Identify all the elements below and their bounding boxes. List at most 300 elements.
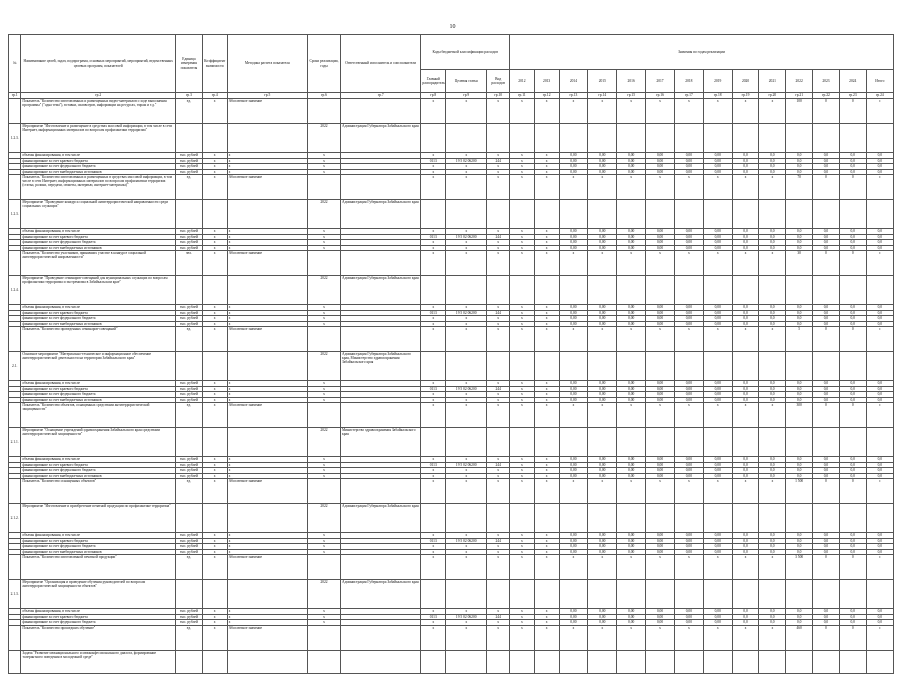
cell-year-value: 0,0 <box>786 305 813 311</box>
cell-no: 2.1.3. <box>9 580 21 609</box>
table-row-event <box>9 200 894 229</box>
cell-method: х <box>227 386 307 392</box>
cell-method <box>227 650 307 673</box>
cell-year-value: х <box>674 625 703 650</box>
cell-year-value <box>674 276 703 305</box>
cell-year-value: 0,00 <box>617 229 646 235</box>
cell-year-value: х <box>559 479 588 504</box>
cell-year-value: 0,00 <box>617 234 646 240</box>
cell-method: х <box>227 609 307 615</box>
cell-unit: тыс. рублей <box>176 462 203 468</box>
cell-year-value: 0,0 <box>839 234 866 240</box>
cell-year-value: 0,00 <box>617 386 646 392</box>
cell-year-value: 0,00 <box>559 614 588 620</box>
cell-year-value: 0,00 <box>646 386 675 392</box>
cell-year-value: 0,0 <box>786 169 813 175</box>
cell-gr <box>421 580 446 609</box>
cell-cs: х <box>446 457 487 463</box>
cell-unit <box>176 276 203 305</box>
cell-unit: тыс. рублей <box>176 229 203 235</box>
cell-total: с <box>866 251 893 276</box>
cell-cs: х <box>446 473 487 479</box>
cell-year-value: х <box>510 327 535 352</box>
cell-year-value: 0,00 <box>617 316 646 322</box>
cell-year-value: 0,00 <box>646 234 675 240</box>
cell-year-value: х <box>617 403 646 428</box>
cell-year-value: 0,00 <box>674 397 703 403</box>
cell-coef <box>202 276 227 305</box>
table-row-indicator <box>9 175 894 200</box>
cell-year-value: х <box>703 403 732 428</box>
cell-vr: 244 <box>487 386 510 392</box>
cell-year-value: 30 <box>786 251 813 276</box>
cell-year-value: 0,00 <box>588 473 617 479</box>
cell-name: Мероприятие "Проведение конкурса социальной антитеррористической направленности среди социальных служащих" <box>21 200 176 229</box>
cell-year-value: 0,00 <box>617 538 646 544</box>
cell-year-value: х <box>534 229 559 235</box>
cell-year-value <box>839 650 866 673</box>
cell-year-value: 0,00 <box>617 609 646 615</box>
cell-year-value: 0,0 <box>813 397 840 403</box>
cell-year-value: 0,0 <box>813 473 840 479</box>
cell-year-value: 0,0 <box>786 538 813 544</box>
cell-year-value: х <box>732 327 759 352</box>
cell-method: х <box>227 533 307 539</box>
cell-coef: х <box>202 533 227 539</box>
cell-method: х <box>227 468 307 474</box>
cell-name: финансирование за счет федерального бюджета <box>21 240 176 246</box>
cell-total: 0,0 <box>866 533 893 539</box>
cell-year-value: 0,0 <box>813 549 840 555</box>
cell-year-value: х <box>674 479 703 504</box>
cell-coef: х <box>202 153 227 159</box>
cell-year-value: х <box>510 397 535 403</box>
cell-year-value: 0,00 <box>588 614 617 620</box>
cell-no <box>9 99 21 124</box>
cell-vr <box>487 124 510 153</box>
cell-year-value: х <box>646 555 675 580</box>
cell-unit <box>176 504 203 533</box>
cell-no: 2.1.2. <box>9 504 21 533</box>
cell-year-value: 0 <box>839 403 866 428</box>
cell-coef: х <box>202 175 227 200</box>
cell-method: х <box>227 457 307 463</box>
cell-unit: ед. <box>176 403 203 428</box>
cell-year-value: х <box>534 479 559 504</box>
cell-year-value: 0,0 <box>732 462 759 468</box>
cell-total: 0,0 <box>866 158 893 164</box>
header-vr: Вид расходов <box>487 70 510 93</box>
cell-year-value: 0,0 <box>839 533 866 539</box>
cell-vr <box>487 580 510 609</box>
cell-year-value: 0,00 <box>703 549 732 555</box>
cell-year-value <box>559 352 588 381</box>
cell-year-value: 0,0 <box>813 321 840 327</box>
cell-year-value <box>839 428 866 457</box>
cell-method: х <box>227 240 307 246</box>
cell-year-value: 0,0 <box>839 457 866 463</box>
cell-vr: х <box>487 473 510 479</box>
cell-year-value: 0,00 <box>674 381 703 387</box>
cell-cs: х <box>446 240 487 246</box>
table-row-indicator <box>9 251 894 276</box>
cell-coef: х <box>202 251 227 276</box>
cell-year-value: 0,0 <box>813 392 840 398</box>
cell-year-value: 0,00 <box>703 153 732 159</box>
cell-year-value: х <box>703 175 732 200</box>
column-index: гр.12 <box>534 93 559 99</box>
cell-year-value: 0,0 <box>759 310 786 316</box>
cell-year-value: 0,0 <box>839 468 866 474</box>
cell-name: Задача "Развитие межнационального и межконфессионального диалога, формирование толерантного поведения в молодежной среде" <box>21 650 176 673</box>
cell-year-value: 0,0 <box>839 310 866 316</box>
cell-year-value: 0,0 <box>732 321 759 327</box>
cell-coef: х <box>202 457 227 463</box>
cell-year-value <box>674 124 703 153</box>
cell-year-value: х <box>510 164 535 170</box>
cell-year-value: х <box>617 175 646 200</box>
cell-year-value <box>813 124 840 153</box>
page-number: 10 <box>449 24 456 30</box>
cell-year-value: 0,00 <box>617 533 646 539</box>
cell-total: 0,0 <box>866 473 893 479</box>
cell-year-value: 0,0 <box>813 614 840 620</box>
cell-year-value: 0,0 <box>732 620 759 626</box>
cell-year-value: 0,00 <box>617 245 646 251</box>
cell-method: Абсолютное значение <box>227 99 307 124</box>
cell-name: финансирование за счет федерального бюджета <box>21 468 176 474</box>
cell-year-value: 0,00 <box>674 153 703 159</box>
cell-year-value: х <box>534 158 559 164</box>
cell-year-value <box>617 428 646 457</box>
cell-vr: х <box>487 403 510 428</box>
cell-year-value: х <box>646 99 675 124</box>
cell-year-value: 0,0 <box>732 316 759 322</box>
column-index: гр.4 <box>202 93 227 99</box>
cell-year-value: 0,00 <box>674 316 703 322</box>
cell-coef: х <box>202 625 227 650</box>
cell-year-value: 0,00 <box>588 544 617 550</box>
cell-unit: ед. <box>176 99 203 124</box>
program-table-sheet <box>8 34 894 674</box>
cell-year-value: х <box>674 327 703 352</box>
cell-year-value: 0,00 <box>588 310 617 316</box>
cell-unit: тыс. рублей <box>176 533 203 539</box>
cell-unit <box>176 650 203 673</box>
table-row-event <box>9 428 894 457</box>
cell-year-value: х <box>534 381 559 387</box>
cell-year-value: 0,00 <box>703 169 732 175</box>
cell-resp: Администрация Губернатора Забайкальского края <box>340 504 420 533</box>
cell-name: финансирование за счет краевого бюджета <box>21 462 176 468</box>
cell-vr: 244 <box>487 310 510 316</box>
cell-unit: чел. <box>176 251 203 276</box>
cell-vr: х <box>487 240 510 246</box>
cell-year-value: х <box>534 175 559 200</box>
cell-resp <box>340 327 420 352</box>
cell-year-value: 0,00 <box>588 305 617 311</box>
cell-period <box>307 251 340 276</box>
cell-name: финансирование за счет краевого бюджета <box>21 386 176 392</box>
cell-year-value: 0,0 <box>786 609 813 615</box>
cell-year-value: х <box>759 625 786 650</box>
cell-period <box>307 99 340 124</box>
cell-year-value: 0,0 <box>786 245 813 251</box>
cell-year-value <box>786 650 813 673</box>
cell-year-value: 0,0 <box>813 305 840 311</box>
cell-year-value: 0,00 <box>588 457 617 463</box>
header-no: № <box>9 35 21 93</box>
cell-year-value <box>534 428 559 457</box>
cell-year-value: 0,0 <box>786 158 813 164</box>
cell-year-value: 0,0 <box>759 468 786 474</box>
cell-year-value: 0,0 <box>786 153 813 159</box>
cell-cs: х <box>446 327 487 352</box>
column-index: гр.13 <box>559 93 588 99</box>
cell-year-value: 0,0 <box>759 538 786 544</box>
cell-cs: 19 5 02 06200 <box>446 538 487 544</box>
cell-gr: х <box>421 544 446 550</box>
cell-year-value <box>617 650 646 673</box>
cell-year-value: 0,00 <box>674 462 703 468</box>
cell-period: 2022 <box>307 200 340 229</box>
cell-coef: х <box>202 538 227 544</box>
column-index: гр.22 <box>813 93 840 99</box>
cell-gr <box>421 428 446 457</box>
cell-year-value: х <box>588 327 617 352</box>
cell-method: х <box>227 397 307 403</box>
cell-year-value: 0,00 <box>674 544 703 550</box>
cell-year-value: х <box>559 403 588 428</box>
cell-year-value <box>759 276 786 305</box>
cell-year-value: 0,00 <box>559 316 588 322</box>
cell-year-value: 0,00 <box>646 240 675 246</box>
column-index: гр.6 <box>307 93 340 99</box>
cell-year-value <box>674 580 703 609</box>
cell-year-value: х <box>646 327 675 352</box>
cell-coef: х <box>202 316 227 322</box>
cell-gr: х <box>421 229 446 235</box>
cell-year-value: 0 <box>813 99 840 124</box>
cell-year-value: 0 <box>839 555 866 580</box>
cell-coef: х <box>202 397 227 403</box>
cell-coef: х <box>202 169 227 175</box>
cell-unit: тыс. рублей <box>176 153 203 159</box>
cell-vr: х <box>487 245 510 251</box>
cell-gr: х <box>421 625 446 650</box>
cell-period: х <box>307 468 340 474</box>
cell-total: 0,0 <box>866 538 893 544</box>
cell-year-value: х <box>510 240 535 246</box>
cell-total: 0,0 <box>866 544 893 550</box>
cell-year-value: 0,0 <box>732 544 759 550</box>
cell-method: х <box>227 316 307 322</box>
cell-year-value: 0,0 <box>813 158 840 164</box>
cell-year-value <box>839 504 866 533</box>
header-year: 2017 <box>646 70 675 93</box>
cell-year-value: 0,00 <box>617 310 646 316</box>
cell-year-value: 0,0 <box>839 397 866 403</box>
cell-gr: х <box>421 305 446 311</box>
cell-vr: х <box>487 251 510 276</box>
cell-year-value: 0,00 <box>703 468 732 474</box>
cell-name: финансирование за счет внебюджетных источников <box>21 321 176 327</box>
cell-period: 2022 <box>307 504 340 533</box>
cell-year-value <box>588 428 617 457</box>
cell-year-value: 0,00 <box>674 614 703 620</box>
cell-year-value: 0,0 <box>732 614 759 620</box>
cell-year-value: 0,0 <box>839 620 866 626</box>
cell-period <box>307 625 340 650</box>
cell-year-value: 0,0 <box>786 240 813 246</box>
cell-year-value <box>703 276 732 305</box>
cell-year-value: х <box>732 99 759 124</box>
cell-year-value: 0,0 <box>759 164 786 170</box>
cell-coef <box>202 352 227 381</box>
cell-coef: х <box>202 555 227 580</box>
cell-year-value: 0,00 <box>646 229 675 235</box>
cell-year-value: 0,0 <box>786 386 813 392</box>
cell-year-value <box>588 352 617 381</box>
cell-year-value: 0,0 <box>813 544 840 550</box>
cell-year-value: х <box>759 403 786 428</box>
cell-period <box>307 175 340 200</box>
cell-year-value: 0,0 <box>759 620 786 626</box>
cell-year-value: 0,00 <box>559 321 588 327</box>
cell-total: 0,0 <box>866 310 893 316</box>
cell-resp <box>340 625 420 650</box>
cell-year-value: х <box>510 169 535 175</box>
cell-vr <box>487 200 510 229</box>
cell-year-value: 100 <box>786 99 813 124</box>
cell-year-value: 0,0 <box>813 538 840 544</box>
cell-year-value <box>646 428 675 457</box>
cell-year-value: 0,0 <box>786 392 813 398</box>
cell-no: 2.1. <box>9 352 21 381</box>
cell-gr: х <box>421 164 446 170</box>
cell-year-value: х <box>674 403 703 428</box>
cell-period: х <box>307 310 340 316</box>
cell-year-value <box>510 352 535 381</box>
cell-vr: х <box>487 468 510 474</box>
cell-year-value: 0,0 <box>759 305 786 311</box>
column-index: гр.16 <box>646 93 675 99</box>
cell-total: 0,0 <box>866 462 893 468</box>
cell-coef: х <box>202 392 227 398</box>
cell-no <box>9 650 21 673</box>
cell-year-value: 0,00 <box>646 164 675 170</box>
cell-no <box>9 555 21 580</box>
cell-year-value: 0,00 <box>674 538 703 544</box>
cell-cs: х <box>446 609 487 615</box>
cell-year-value: 0 <box>813 327 840 352</box>
cell-year-value <box>786 504 813 533</box>
cell-year-value: х <box>703 625 732 650</box>
cell-year-value <box>617 276 646 305</box>
cell-year-value: 0 <box>839 479 866 504</box>
cell-year-value: х <box>759 479 786 504</box>
cell-year-value <box>674 352 703 381</box>
cell-year-value <box>839 276 866 305</box>
cell-cs: х <box>446 381 487 387</box>
cell-unit: тыс. рублей <box>176 392 203 398</box>
cell-unit: тыс. рублей <box>176 614 203 620</box>
column-index: гр.10 <box>487 93 510 99</box>
cell-year-value: 0,00 <box>617 457 646 463</box>
cell-year-value: 0,00 <box>559 386 588 392</box>
cell-year-value: 0,00 <box>559 462 588 468</box>
cell-year-value: 0,00 <box>646 310 675 316</box>
cell-year-value: х <box>588 175 617 200</box>
cell-year-value: х <box>534 316 559 322</box>
cell-method: х <box>227 462 307 468</box>
header-period: Сроки реализации, годы <box>307 35 340 93</box>
cell-coef: х <box>202 403 227 428</box>
cell-year-value: х <box>732 625 759 650</box>
cell-year-value: 0,00 <box>588 245 617 251</box>
cell-unit: ед. <box>176 555 203 580</box>
cell-total: с <box>866 175 893 200</box>
cell-resp <box>340 479 420 504</box>
cell-period: х <box>307 381 340 387</box>
cell-year-value: 460 <box>786 625 813 650</box>
cell-unit: ед. <box>176 625 203 650</box>
cell-year-value: 0,0 <box>839 240 866 246</box>
cell-year-value: 0,0 <box>813 386 840 392</box>
cell-year-value: 0,00 <box>588 164 617 170</box>
cell-cs <box>446 352 487 381</box>
cell-year-value <box>759 352 786 381</box>
cell-method: х <box>227 158 307 164</box>
cell-year-value: 0,0 <box>759 245 786 251</box>
cell-year-value: х <box>510 544 535 550</box>
cell-year-value <box>534 200 559 229</box>
cell-gr: х <box>421 403 446 428</box>
cell-name: финансирование за счет краевого бюджета <box>21 538 176 544</box>
table-row-event <box>9 580 894 609</box>
cell-unit: ед. <box>176 479 203 504</box>
cell-year-value: 0,0 <box>813 169 840 175</box>
cell-year-value: 0,00 <box>559 538 588 544</box>
cell-year-value: 0,00 <box>646 473 675 479</box>
cell-year-value: 0,00 <box>703 164 732 170</box>
cell-cs: х <box>446 620 487 626</box>
cell-year-value: 0,0 <box>813 381 840 387</box>
cell-vr: х <box>487 533 510 539</box>
cell-year-value: 0,0 <box>786 321 813 327</box>
cell-vr <box>487 428 510 457</box>
cell-year-value <box>588 200 617 229</box>
column-index: гр.19 <box>732 93 759 99</box>
cell-coef: х <box>202 620 227 626</box>
cell-resp <box>340 99 420 124</box>
cell-year-value: 0,0 <box>839 245 866 251</box>
cell-method: х <box>227 229 307 235</box>
cell-year-value: 0,00 <box>646 321 675 327</box>
cell-coef: х <box>202 549 227 555</box>
cell-period: х <box>307 245 340 251</box>
cell-gr: 0113 <box>421 614 446 620</box>
header-year: 2012 <box>510 70 535 93</box>
cell-resp <box>340 175 420 200</box>
cell-gr <box>421 124 446 153</box>
cell-vr: х <box>487 175 510 200</box>
cell-coef: х <box>202 381 227 387</box>
cell-year-value: 0,0 <box>839 614 866 620</box>
cell-year-value: х <box>534 614 559 620</box>
cell-year-value: 0,00 <box>646 305 675 311</box>
cell-year-value: х <box>534 544 559 550</box>
